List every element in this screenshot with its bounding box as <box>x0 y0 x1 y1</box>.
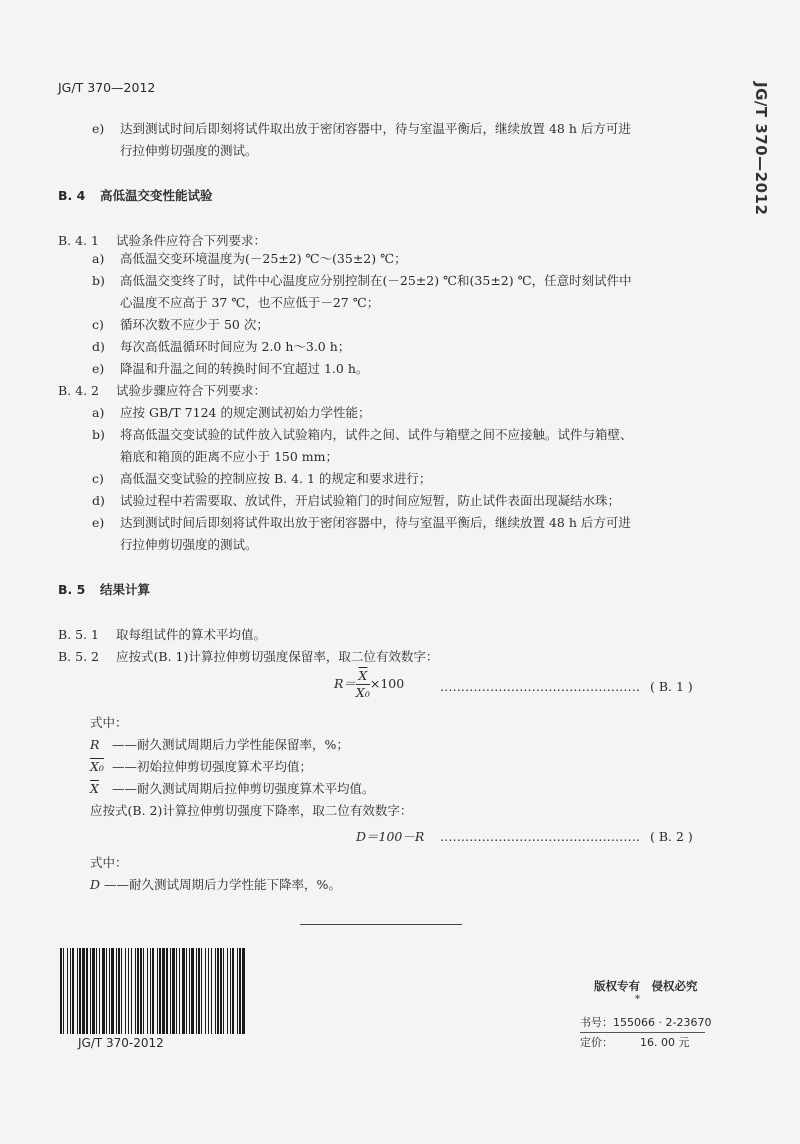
clause: B. 5. 1 取每组试件的算术平均值。 <box>58 627 267 642</box>
list-item: c) 高低温交变试验的控制应按 B. 4. 1 的规定和要求进行； <box>92 471 432 486</box>
barcode-icon <box>58 948 250 1034</box>
list-item-continuation: 行拉伸剪切强度的测试。 <box>120 537 258 552</box>
list-item: e) 达到测试时间后即刻将试件取出放于密闭容器中，待与室温平衡后，继续放置 48 h 后方可进 <box>92 121 631 136</box>
book-number: 书号：155066 · 2-23670 <box>580 1014 705 1033</box>
definition: R ——耐久测试周期后力学性能保留率，%； <box>90 737 349 752</box>
where-label: 式中： <box>90 855 128 870</box>
side-doc-code: JG/T 370—2012 <box>752 82 770 216</box>
equation-leader: ………………………………………… <box>440 829 640 844</box>
clause-heading: B. 4. 1 试验条件应符合下列要求： <box>58 233 267 248</box>
list-item-continuation: 箱底和箱顶的距离不应小于 150 mm； <box>120 449 339 464</box>
definition: X₀ ——初始拉伸剪切强度算术平均值； <box>90 759 313 774</box>
list-item-continuation: 行拉伸剪切强度的测试。 <box>120 143 258 158</box>
clause: B. 5. 2 应按式(B. 1)计算拉伸剪切强度保留率，取二位有效数字： <box>58 649 439 664</box>
price: 定价： 16. 00 元 <box>580 1036 690 1049</box>
equation-number: ( B. 1 ) <box>650 679 693 694</box>
list-item: a) 应按 GB/T 7124 的规定测试初始力学性能； <box>92 405 371 420</box>
equation-b1: R＝ $\frac{\overline{X}}{\text{X₀}}$ ×100 <box>334 668 405 700</box>
header-doc-code: JG/T 370—2012 <box>58 80 156 95</box>
definition: D ——耐久测试周期后力学性能下降率，%。 <box>90 877 341 892</box>
section-heading: B. 5 结果计算 <box>58 582 151 597</box>
list-item: d) 每次高低温循环时间应为 2.0 h～3.0 h； <box>92 339 351 354</box>
clause: 应按式(B. 2)计算拉伸剪切强度下降率，取二位有效数字： <box>90 803 413 818</box>
where-label: 式中： <box>90 715 128 730</box>
section-heading: B. 4 高低温交变性能试验 <box>58 188 213 203</box>
copyright-notice: 版权专有 侵权必究 <box>594 979 698 993</box>
list-item-continuation: 心温度不应高于 37 ℃，也不应低于－27 ℃； <box>120 295 380 310</box>
equation-leader: ………………………………………… <box>440 679 640 694</box>
equation-number: ( B. 2 ) <box>650 829 693 844</box>
list-item: e) 降温和升温之间的转换时间不宜超过 1.0 h。 <box>92 361 369 376</box>
end-rule <box>300 924 462 925</box>
fraction: $\frac{\overline{X}}{\text{X₀}}$ <box>355 668 370 700</box>
equation-b2: D＝100－R <box>356 829 425 844</box>
list-item: b) 将高低温交变试验的试件放入试验箱内，试件之间、试件与箱壁之间不应接触。试件与箱壁、 <box>92 427 633 442</box>
clause-heading: B. 4. 2 试验步骤应符合下列要求： <box>58 383 267 398</box>
barcode-label: JG/T 370-2012 <box>78 1036 164 1050</box>
definition: $\overline{X}$ ——耐久测试周期后拉伸剪切强度算术平均值。 <box>90 781 375 796</box>
star-mark: * <box>635 994 640 1005</box>
list-item: d) 试验过程中若需要取、放试件，开启试验箱门的时间应短暂，防止试件表面出现凝结水珠； <box>92 493 621 508</box>
list-item: c) 循环次数不应少于 50 次； <box>92 317 269 332</box>
list-item: b) 高低温交变终了时，试件中心温度应分别控制在(－25±2) ℃和(35±2) ℃，任意时刻试件中 <box>92 273 632 288</box>
list-item: a) 高低温交变环境温度为(－25±2) ℃～(35±2) ℃； <box>92 251 407 266</box>
list-item: e) 达到测试时间后即刻将试件取出放于密闭容器中，待与室温平衡后，继续放置 48 h 后方可进 <box>92 515 631 530</box>
